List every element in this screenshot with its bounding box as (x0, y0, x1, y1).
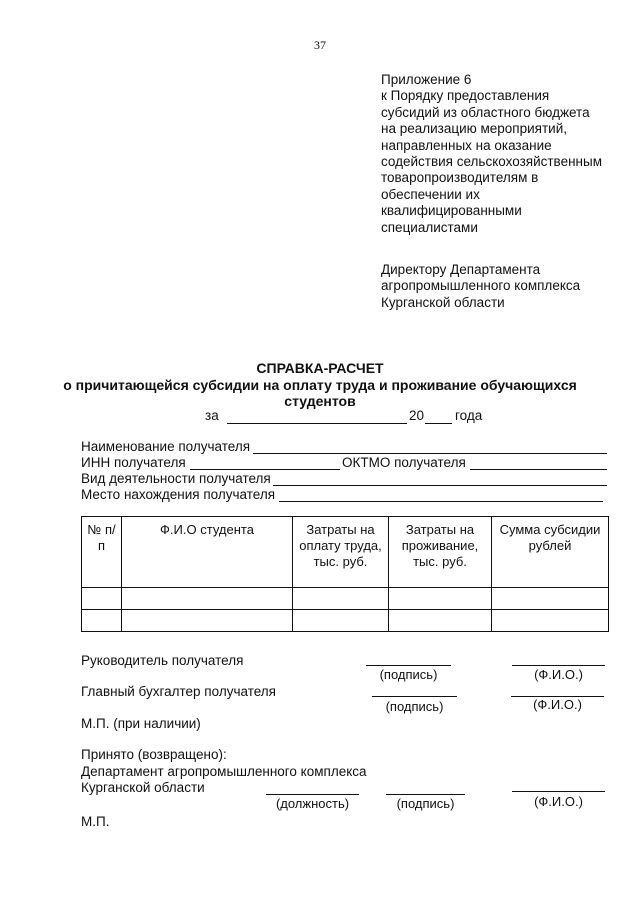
table-cell[interactable] (293, 610, 389, 632)
oktmo-field[interactable] (470, 454, 607, 470)
annex-line: квалифицированными (381, 203, 522, 219)
acceptance-stamp: М.П. (81, 814, 110, 829)
head-signature-line[interactable] (366, 664, 451, 666)
addressee-line: Курганской области (381, 294, 505, 310)
table-cell[interactable] (293, 588, 389, 610)
year-prefix: 20 (409, 408, 425, 423)
accountant-signature-caption: (подпись) (385, 699, 444, 714)
addressee-line: Директору Департамента (381, 262, 541, 277)
year-field[interactable] (425, 408, 452, 424)
annex-block (381, 72, 631, 236)
table-cell[interactable] (82, 588, 122, 610)
head-label: Руководитель получателя (81, 653, 244, 668)
recipient-name-label: Наименование получателя (81, 439, 251, 454)
annex-line: содействия сельскохозяйственным (381, 154, 602, 170)
table-cell[interactable] (122, 588, 293, 610)
annex-line: Приложение 6 (381, 72, 472, 87)
head-signature-caption: (подпись) (379, 667, 438, 682)
page-number: 37 (314, 38, 326, 52)
table-cell[interactable] (492, 610, 609, 632)
location-field[interactable] (279, 486, 603, 502)
document-subtitle-cont: студентов (284, 393, 356, 409)
annex-line: специалистами (381, 219, 478, 235)
annex-line: субсидий из областного бюджета (381, 104, 590, 120)
annex-line: к Порядку предоставления (381, 88, 550, 104)
position-line[interactable] (266, 793, 359, 795)
table-cell[interactable] (122, 610, 293, 632)
document-title: СПРАВКА-РАСЧЕТ (256, 360, 384, 376)
acceptance-region: Курганской области (81, 780, 205, 795)
annex-line: обеспечении их (381, 186, 480, 202)
col-header-number: № п/п (82, 517, 122, 588)
recipient-name-field[interactable] (253, 438, 607, 454)
head-name-caption: (Ф.И.О.) (534, 667, 583, 682)
inn-field[interactable] (190, 454, 340, 470)
col-header-subsidy-sum: Сумма субсидии рублей (492, 517, 609, 588)
table-cell[interactable] (82, 610, 122, 632)
table-cell[interactable] (389, 588, 492, 610)
accountant-label: Главный бухгалтер получателя (81, 684, 276, 699)
col-header-housing-costs: Затраты на проживание, тыс. руб. (389, 517, 492, 588)
head-name-line[interactable] (512, 664, 605, 666)
col-header-student-name: Ф.И.О студента (122, 517, 293, 588)
year-suffix: года (455, 408, 483, 423)
acceptance-signature-caption: (подпись) (396, 796, 455, 811)
table-cell[interactable] (492, 588, 609, 610)
annex-line: направленных на оказание (381, 137, 552, 153)
document-subtitle: о причитающейся субсидии на оплату труда и проживание обучающихся (63, 377, 577, 393)
period-label: за (205, 408, 219, 423)
table-header-row (82, 517, 609, 588)
position-caption: (должность) (275, 796, 350, 811)
inn-label: ИНН получателя (81, 455, 186, 470)
period-field[interactable] (227, 408, 407, 424)
table-row (82, 610, 609, 632)
activity-field[interactable] (273, 470, 607, 486)
addressee-block (381, 262, 631, 311)
addressee-line: агропромышленного комплекса (381, 278, 581, 294)
table-cell[interactable] (389, 610, 492, 632)
accountant-name-caption: (Ф.И.О.) (533, 697, 582, 712)
table-row (82, 588, 609, 610)
oktmo-label: ОКТМО получателя (342, 455, 466, 470)
acceptance-signature-line[interactable] (386, 793, 465, 795)
location-label: Место нахождения получателя (81, 487, 276, 502)
activity-label: Вид деятельности получателя (81, 471, 271, 486)
subsidy-table (81, 516, 609, 632)
acceptance-name-caption: (Ф.И.О.) (534, 794, 583, 809)
annex-line: на реализацию мероприятий, (381, 121, 567, 137)
accountant-signature-line[interactable] (372, 695, 457, 697)
acceptance-department: Департамент агропромышленного комплекса (81, 764, 367, 779)
annex-line: товаропроизводителям в (381, 170, 539, 186)
stamp-label: М.П. (при наличии) (81, 716, 201, 731)
col-header-labor-costs: Затраты на оплату труда, тыс. руб. (293, 517, 389, 588)
acceptance-name-line[interactable] (512, 790, 605, 792)
acceptance-title: Принято (возвращено): (81, 747, 227, 762)
